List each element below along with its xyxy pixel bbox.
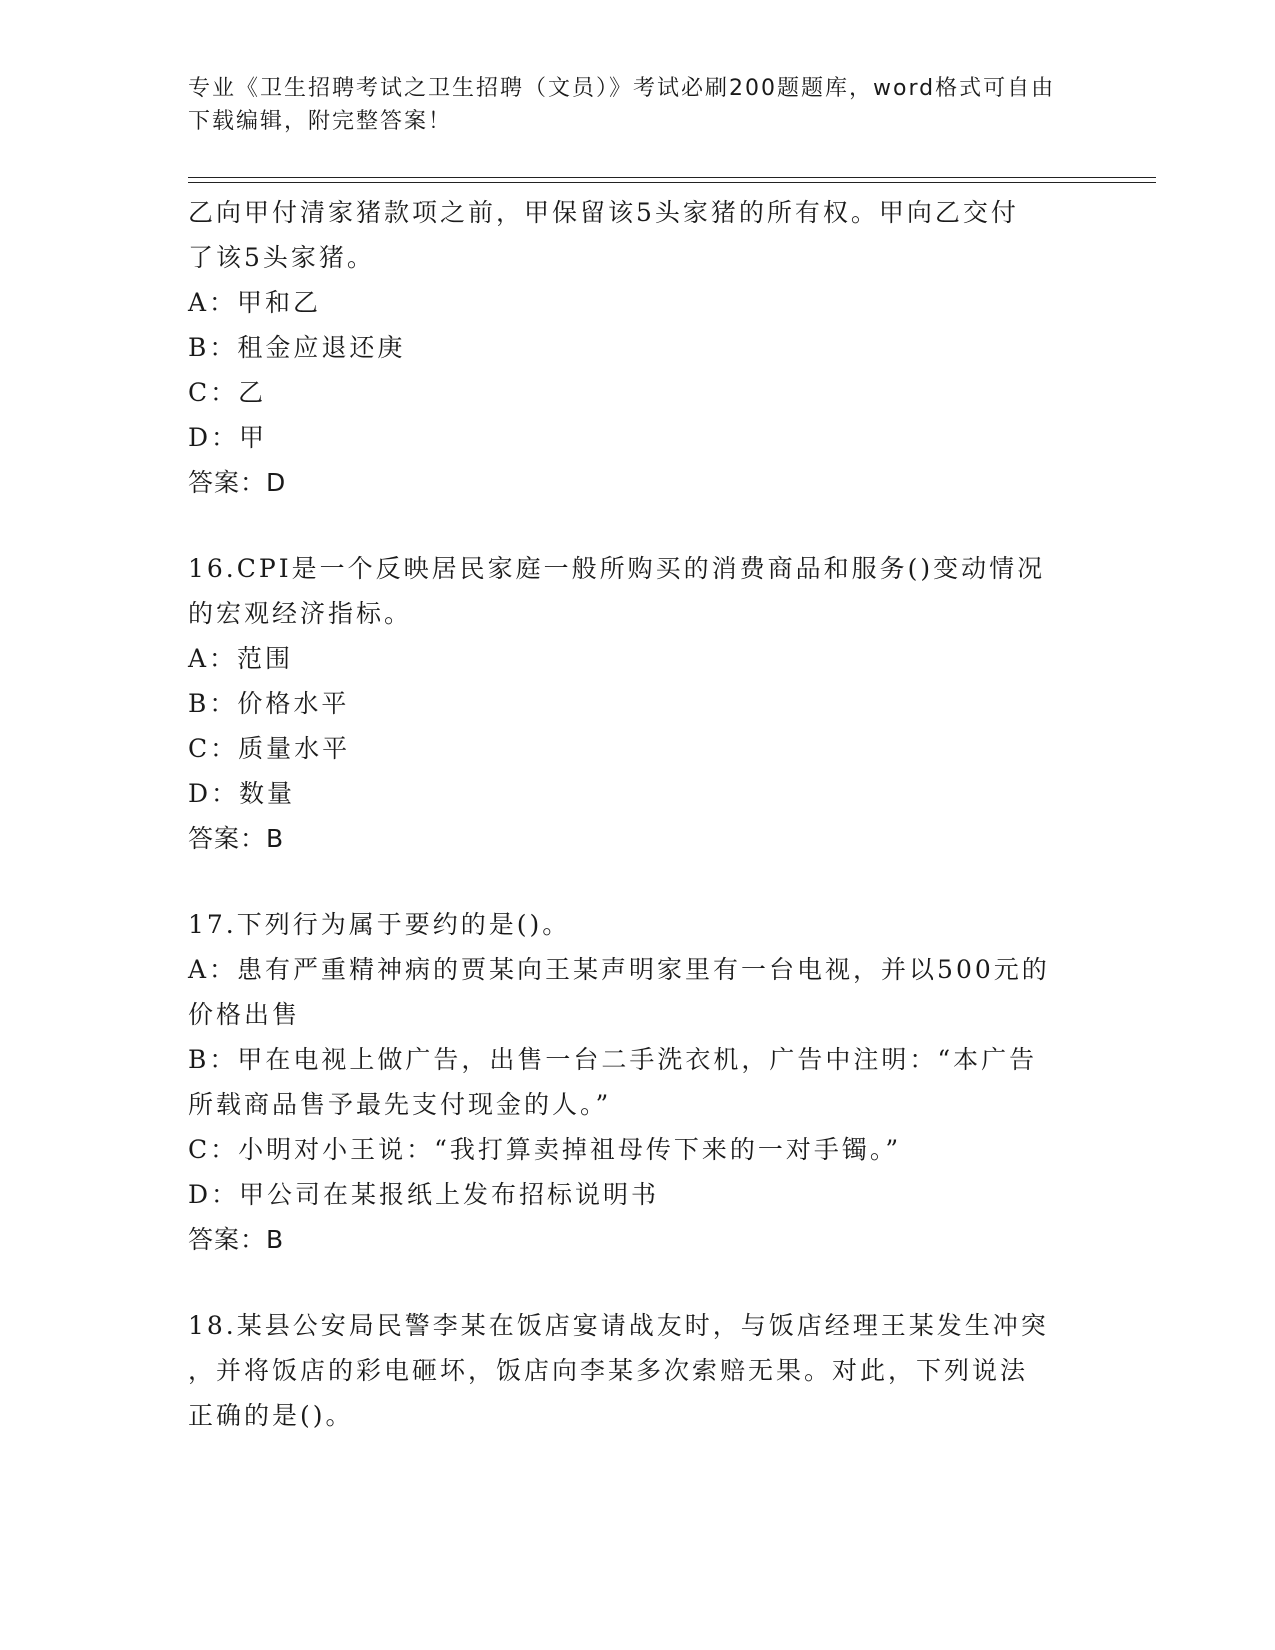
question-15 — [188, 190, 1078, 506]
answer: 答案：D — [188, 468, 287, 497]
question-stem-line: 乙向甲付清家猪款项之前，甲保留该5头家猪的所有权。甲向乙交付 — [188, 198, 1019, 227]
option-d: D：甲 — [188, 423, 268, 452]
question-18 — [188, 1303, 1078, 1438]
spacer — [188, 862, 1078, 902]
option-c-line: C：小明对小王说：“我打算卖掉祖母传下来的一对手镯。” — [188, 1135, 902, 1164]
option-c: C：乙 — [188, 378, 267, 407]
answer: 答案：B — [188, 1225, 285, 1254]
question-16 — [188, 546, 1078, 862]
question-stem-line: 18.某县公安局民警李某在饭店宴请战友时，与饭店经理王某发生冲突 — [188, 1311, 1049, 1340]
document-header — [188, 72, 1068, 138]
answer: 答案：B — [188, 824, 285, 853]
option-c: C：质量水平 — [188, 734, 351, 763]
spacer — [188, 1263, 1078, 1303]
document-body — [188, 190, 1078, 1438]
option-b-line: B：甲在电视上做广告，出售一台二手洗衣机，广告中注明：“本广告 — [188, 1045, 1038, 1074]
option-d-line: D：甲公司在某报纸上发布招标说明书 — [188, 1180, 660, 1209]
option-d: D：数量 — [188, 779, 296, 808]
spacer — [188, 506, 1078, 546]
option-b: B：价格水平 — [188, 689, 350, 718]
header-title: 专业《卫生招聘考试之卫生招聘（文员）》考试必刷200题题库，word格式可自由下载编辑，附完整答案！ — [188, 76, 1056, 134]
question-stem-line: 正确的是()。 — [188, 1401, 354, 1430]
question-stem-line: 了该5头家猪。 — [188, 243, 375, 272]
option-b: B：租金应退还庚 — [188, 333, 406, 362]
question-stem-line: 的宏观经济指标。 — [188, 599, 413, 628]
option-a: A：甲和乙 — [188, 288, 322, 317]
option-a-line: A：患有严重精神病的贾某向王某声明家里有一台电视，并以500元的 — [188, 955, 1050, 984]
question-stem-line: ，并将饭店的彩电砸坏，饭店向李某多次索赔无果。对此，下列说法 — [188, 1356, 1029, 1385]
option-a: A：范围 — [188, 644, 294, 673]
header-rule-top — [188, 177, 1156, 178]
option-a-line: 价格出售 — [188, 1000, 301, 1029]
question-stem-line: 17.下列行为属于要约的是()。 — [188, 910, 571, 939]
header-rule-bottom — [188, 182, 1156, 183]
question-stem-line: 16.CPI是一个反映居民家庭一般所购买的消费商品和服务()变动情况 — [188, 554, 1046, 583]
question-17 — [188, 902, 1078, 1263]
option-b-line: 所载商品售予最先支付现金的人。” — [188, 1090, 612, 1119]
